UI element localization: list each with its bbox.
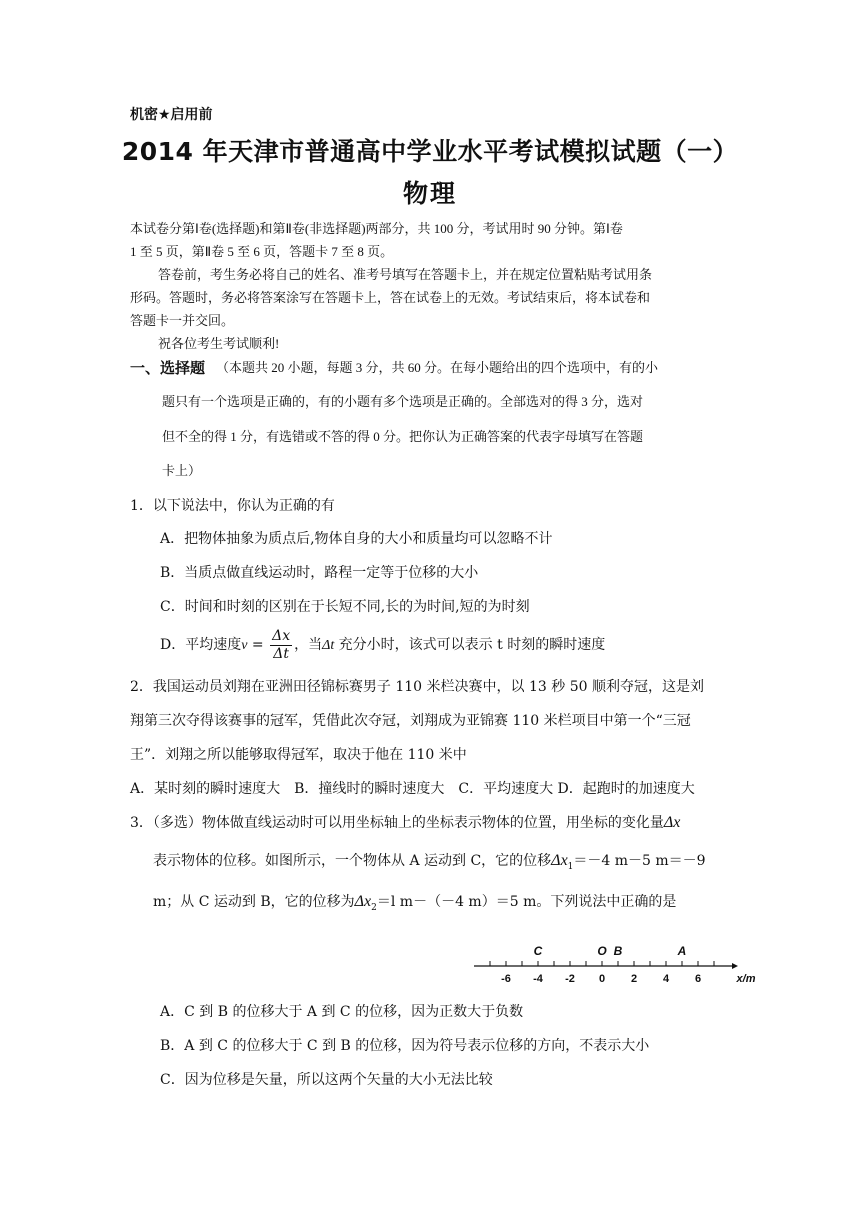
q3-line-1: [130, 813, 680, 833]
point-label-o: O: [597, 944, 607, 958]
q1-option-c: C．时间和时刻的区别在于长短不同,长的为时间,短的为时刻: [160, 599, 530, 615]
axis-arrow: [732, 963, 738, 969]
q3-line-2-text: 表示物体的位移。如图所示，一个物体从 A 运动到 C，它的位移: [153, 853, 552, 869]
q2-line-1: 2．我国运动员刘翔在亚洲田径锦标赛男子 110 米栏决赛中，以 13 秒 50 顺利夺冠，这是刘: [130, 679, 704, 695]
point-label-a: A: [677, 944, 687, 958]
intro-line-1: 本试卷分第Ⅰ卷(选择题)和第Ⅱ卷(非选择题)两部分，共 100 分，考试用时 90 分钟。第Ⅰ卷: [130, 221, 623, 236]
section-instruction-4: 卡上）: [162, 463, 202, 478]
q3-line-1-text: 3．（多选）物体做直线运动时可以用坐标轴上的坐标表示物体的位置，用坐标的变化量: [130, 815, 664, 831]
q3-option-c: C．因为位移是矢量，所以这两个矢量的大小无法比较: [160, 1072, 493, 1088]
q3-line-3-result: ＝l m－（－4 m）＝5 m。下列说法中正确的是: [376, 894, 677, 910]
tick-label: -4: [533, 973, 543, 985]
velocity-fraction: [270, 628, 292, 663]
intro-line-5: 答题卡一并交回。: [130, 313, 235, 328]
delta-t-symbol: Δt: [322, 638, 335, 653]
q1-d-middle: ，当: [294, 637, 323, 653]
section-instruction-2: 题只有一个选项是正确的，有的小题有多个选项是正确的。全部选对的得 3 分，选对: [162, 394, 644, 409]
intro-line-3: 答卷前，考生务必将自己的姓名、准考号填写在答题卡上，并在规定位置粘贴考试用条: [158, 267, 653, 282]
point-label-c: C: [533, 944, 543, 958]
tick-label: 0: [598, 973, 606, 985]
section-instruction-3: 但不全的得 1 分，有选错或不答的得 0 分。把你认为正确答案的代表字母填写在答题: [162, 429, 644, 444]
q3-line-3-text: m；从 C 运动到 B，它的位移为: [153, 894, 355, 910]
q1-option-b: B．当质点做直线运动时，路程一定等于位移的大小: [160, 565, 479, 581]
number-line-figure: [470, 940, 760, 990]
q1-stem: 1．以下说法中，你认为正确的有: [130, 498, 335, 514]
q1-option-a: A．把物体抽象为质点后,物体自身的大小和质量均可以忽略不计: [160, 531, 553, 547]
fraction-numerator: Δx: [272, 627, 291, 644]
delta-x-symbol: Δx: [663, 814, 681, 831]
q2-line-3: 王”．刘翔之所以能够取得冠军，取决于他在 110 米中: [130, 747, 467, 763]
q1-d-prefix: D．平均速度: [160, 637, 242, 653]
tick-label: 4: [662, 973, 670, 985]
q3-option-a: A．C 到 B 的位移大于 A 到 C 的位移，因为正数大于负数: [160, 1004, 524, 1020]
q3-line-2: [153, 851, 706, 877]
intro-line-6: 祝各位考生考试顺利!: [158, 336, 280, 351]
subject-title: 物理: [402, 179, 457, 208]
tick-label: -2: [565, 973, 575, 985]
point-label-b: B: [613, 944, 623, 958]
intro-line-2: 1 至 5 页，第Ⅱ卷 5 至 6 页，答题卡 7 至 8 页。: [130, 244, 394, 259]
number-line-axis: [474, 944, 756, 985]
q3-line-2-result: ＝－4 m－5 m＝－9: [573, 853, 706, 869]
section-instruction-1: （本题共 20 小题，每题 3 分，共 60 分。在每小题给出的四个选项中，有的小: [216, 360, 659, 375]
intro-line-4: 形码。答题时，务必将答案涂写在答题卡上，答在试卷上的无效。考试结束后，将本试卷和: [130, 290, 651, 305]
subscript-2: 2: [371, 902, 377, 913]
q2-line-2: 翔第三次夺得该赛事的冠军，凭借此次夺冠，刘翔成为亚锦赛 110 米栏项目中第一个“三冠: [130, 713, 691, 729]
exam-title: 2014 年天津市普通高中学业水平考试模拟试题（一）: [121, 137, 739, 166]
confidential-mark: 机密★启用前: [130, 107, 213, 123]
delta-x2-symbol: Δx: [354, 893, 372, 910]
q1-d-suffix: 充分小时，该式可以表示 t 时刻的瞬时速度: [334, 637, 606, 653]
q1-option-d: [160, 627, 605, 664]
tick-label: 6: [694, 973, 702, 985]
delta-x1-symbol: Δx: [551, 852, 568, 869]
tick-label: -6: [501, 973, 511, 985]
tick-label: 2: [630, 973, 638, 985]
section-heading: 一、选择题: [130, 359, 206, 377]
subscript-1: 1: [567, 861, 574, 872]
fraction-denominator: Δt: [273, 645, 289, 662]
q3-line-3: [153, 892, 676, 918]
equals-sign: =: [247, 637, 269, 653]
velocity-symbol: v: [241, 638, 248, 653]
q3-option-b: B．A 到 C 的位移大于 C 到 B 的位移，因为符号表示位移的方向，不表示大小: [160, 1038, 650, 1054]
q2-options: A．某时刻的瞬时速度大 B．撞线时的瞬时速度大 C．平均速度大 D．起跑时的加速度大: [130, 781, 695, 797]
axis-unit-label: x/m: [736, 973, 756, 985]
